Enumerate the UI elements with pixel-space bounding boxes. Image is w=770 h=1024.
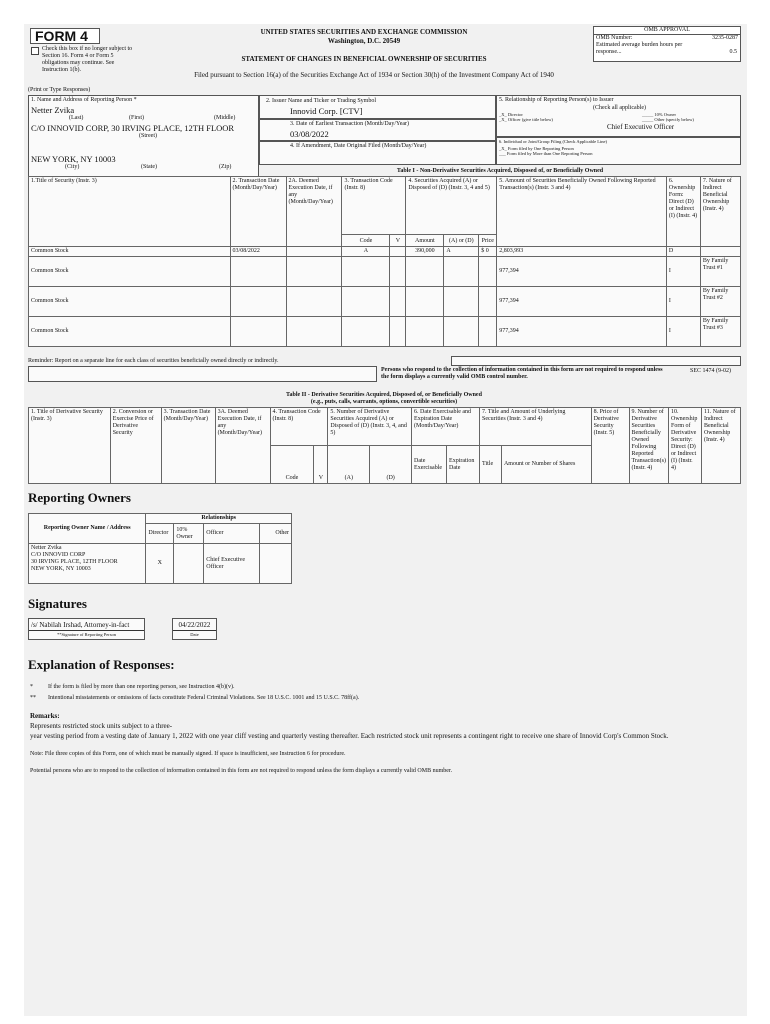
state-label: (State) bbox=[141, 164, 157, 170]
owned-following: 2,803,993 bbox=[497, 247, 667, 257]
ownership-form: D bbox=[666, 247, 700, 257]
t1-h-nature: 7. Nature of Indirect Beneficial Ownership (Instr. 4) bbox=[700, 177, 740, 247]
owner-name-header: Reporting Owner Name / Address bbox=[29, 514, 146, 544]
last-label: (Last) bbox=[69, 115, 84, 121]
owner-name: Netter Zvika bbox=[31, 545, 62, 551]
other-header: Other bbox=[260, 524, 292, 544]
note-2-text: Intentional misstatements or omissions of facts constitute Federal Criminal Violations. See 18 U.S.C. 1001 and 15 U.S.C. 78ff(a). bbox=[48, 695, 360, 701]
box-1-label: 1. Name and Address of Reporting Person * bbox=[31, 97, 137, 103]
form-page bbox=[24, 24, 747, 1016]
reminder-box bbox=[28, 366, 377, 382]
t1-h-date: 2. Transaction Date (Month/Day/Year) bbox=[230, 177, 286, 247]
table-2-title: Table II - Derivative Securities Acquired, Disposed of, or Beneficially Owned bbox=[286, 392, 482, 398]
t2-h-price: 8. Price of Derivative Security (Instr. 5) bbox=[591, 408, 629, 484]
date-label: Date bbox=[190, 632, 199, 637]
director-header: Director bbox=[146, 524, 174, 544]
omb-approval-title: OMB APPROVAL bbox=[594, 27, 740, 35]
t2-h-date: 3. Transaction Date (Month/Day/Year) bbox=[161, 408, 215, 484]
a-or-d bbox=[444, 287, 479, 317]
t2-h-expiration-sub: Expiration Date bbox=[447, 446, 480, 484]
table-1-header-row bbox=[29, 177, 741, 235]
t1-h-code-sub: Code bbox=[342, 235, 390, 247]
filed-pursuant-text: Filed pursuant to Section 16(a) of the Securities Exchange Act of 1934 or Section 30(h) of the Investment Company Act of 1940 bbox=[194, 71, 554, 79]
t2-h-underlying: 7. Title and Amount of Underlying Securities (Instr. 3 and 4) bbox=[480, 408, 592, 446]
t2-h-exercisable: 6. Date Exercisable and Expiration Date (Month/Day/Year) bbox=[412, 408, 480, 446]
note-1-text: If the form is filed by more than one reporting person, see Instruction 4(b)(v). bbox=[48, 684, 235, 690]
t2-h-number: 5. Number of Derivative Securities Acquired (A) or Disposed of (D) (Instr. 3, 4, and 5) bbox=[328, 408, 412, 446]
deemed-date bbox=[286, 257, 342, 287]
transaction-code: A bbox=[342, 247, 390, 257]
agency-name: UNITED STATES SECURITIES AND EXCHANGE COMMISSION bbox=[260, 28, 468, 36]
t1-h-form: 6. Ownership Form: Direct (D) or Indirect (I) (Instr. 4) bbox=[666, 177, 700, 247]
owner-address-3: NEW YORK, NY 10003 bbox=[31, 566, 91, 572]
transaction-date bbox=[230, 287, 286, 317]
no-longer-subject-checkbox[interactable] bbox=[31, 47, 39, 55]
table-2-header-row bbox=[29, 408, 741, 446]
reporting-owners-heading: Reporting Owners bbox=[28, 490, 131, 505]
price bbox=[479, 287, 497, 317]
more-persons-option[interactable]: ___ Form filed by More than One Reporting Person bbox=[499, 151, 593, 156]
price bbox=[479, 317, 497, 347]
omb-approval-box bbox=[593, 26, 741, 62]
signature-text: /s/ Nabilah Irshad, Attorney-in-fact bbox=[29, 619, 144, 631]
transaction-date: 03/08/2022 bbox=[230, 247, 286, 257]
box-3-label: 3. Date of Earliest Transaction (Month/Day/Year) bbox=[290, 121, 410, 127]
v-flag bbox=[390, 257, 406, 287]
note-copies: Note: File three copies of this Form, one of which must be manually signed. If space is insufficient, see Instruction 6 for procedure. bbox=[30, 751, 346, 757]
signature-label: **Signature of Reporting Person bbox=[56, 632, 117, 637]
potential-persons: Potential persons who are to respond to the collection of information contained in this form are not required to respond unless the form displays a currently valid OMB number. bbox=[30, 768, 453, 774]
t1-h-acquired: 4. Securities Acquired (A) or Disposed of (D) (Instr. 3, 4 and 5) bbox=[406, 177, 497, 235]
sec-code: SEC 1474 (9-02) bbox=[690, 368, 731, 374]
issuer-name: Innovid Corp. [CTV] bbox=[290, 106, 363, 116]
officer-title-cell: Chief Executive Officer bbox=[204, 544, 260, 584]
box-6-filing bbox=[496, 137, 741, 165]
t1-h-price-sub: Price bbox=[479, 235, 497, 247]
table-2 bbox=[28, 407, 741, 484]
box-4-amendment bbox=[259, 141, 496, 165]
t1-h-code: 3. Transaction Code (Instr. 8) bbox=[342, 177, 406, 235]
table-row bbox=[29, 287, 741, 317]
officer-option[interactable]: _X_ Officer (give title below) bbox=[499, 117, 553, 122]
ten-pct-header: 10% Owner bbox=[174, 524, 204, 544]
t2-h-amount-sub: Amount or Number of Shares bbox=[501, 446, 591, 484]
table-row bbox=[29, 317, 741, 347]
owner-name-address bbox=[29, 544, 146, 584]
v-flag bbox=[390, 317, 406, 347]
print-note: (Print or Type Responses) bbox=[28, 87, 91, 93]
check-box-row[interactable] bbox=[30, 46, 136, 74]
transaction-code bbox=[342, 317, 390, 347]
reminder-text: Reminder: Report on a separate line for each class of securities beneficially owned directly or indirectly. bbox=[28, 358, 279, 364]
agency-location: Washington, D.C. 20549 bbox=[327, 37, 401, 45]
burden-value: 0.5 bbox=[729, 49, 737, 55]
street-address: C/O INNOVID CORP, 30 IRVING PLACE, 12TH FLOOR bbox=[31, 123, 235, 133]
reporting-owners-table bbox=[28, 513, 292, 584]
city-address: NEW YORK, NY 10003 bbox=[31, 154, 116, 164]
date-box bbox=[172, 618, 217, 640]
security-title: Common Stock bbox=[29, 287, 231, 317]
t2-h-conversion: 2. Conversion or Exercise Price of Derivative Security bbox=[110, 408, 161, 484]
security-title: Common Stock bbox=[29, 317, 231, 347]
price bbox=[479, 257, 497, 287]
a-or-d bbox=[444, 257, 479, 287]
remarks-line-2: year vesting period from a vesting date of January 1, 2022 with one year cliff vesting and quarterly vesting thereafter. Each restricted stock unit represents a contingent right to receive one share of Innovid Corp's Common Stock. bbox=[30, 732, 669, 740]
omb-number-row bbox=[594, 35, 740, 42]
signature-date: 04/22/2022 bbox=[173, 619, 216, 631]
box-6-label: 6. Individual or Joint/Group Filing (Check Applicable Line) bbox=[499, 139, 607, 144]
box-5-check: (Check all applicable) bbox=[593, 105, 646, 111]
nature bbox=[700, 247, 740, 257]
ownership-form: I bbox=[666, 257, 700, 287]
t1-h-v-sub: V bbox=[390, 235, 406, 247]
first-label: (First) bbox=[129, 115, 144, 121]
city-sublabels bbox=[29, 164, 258, 172]
street-label: (Street) bbox=[139, 133, 157, 139]
t2-h-exercisable-sub: Date Exercisable bbox=[412, 446, 447, 484]
table-row bbox=[29, 257, 741, 287]
zip-label: (Zip) bbox=[219, 164, 232, 170]
t2-h-owned: 9. Number of Derivative Securities Beneficially Owned Following Reported Transaction(s) (Instr. 4) bbox=[629, 408, 668, 484]
t2-h-code-sub: Code bbox=[270, 446, 314, 484]
security-title: Common Stock bbox=[29, 247, 231, 257]
statement-title: STATEMENT OF CHANGES IN BENEFICIAL OWNERSHIP OF SECURITIES bbox=[241, 55, 487, 63]
t2-h-nature: 11. Nature of Indirect Beneficial Ownership (Instr. 4) bbox=[701, 408, 740, 484]
t2-h-v-sub: V bbox=[314, 446, 328, 484]
director-mark: X bbox=[146, 544, 174, 584]
a-or-d: A bbox=[444, 247, 479, 257]
omb-number-label: OMB Number: bbox=[596, 35, 633, 41]
ten-pct-owner-option[interactable]: _____ 10% Owner bbox=[642, 112, 676, 117]
t2-h-d-sub: (D) bbox=[370, 446, 412, 484]
signature-box bbox=[28, 618, 145, 640]
deemed-date bbox=[286, 317, 342, 347]
omb-number-value: 3235-0287 bbox=[712, 35, 738, 41]
nature: By Family Trust #3 bbox=[700, 317, 740, 347]
box-4-label: 4. If Amendment, Date Original Filed (Month/Day/Year) bbox=[290, 143, 427, 149]
price: $ 0 bbox=[479, 247, 497, 257]
owned-following: 977,394 bbox=[497, 317, 667, 347]
transaction-code bbox=[342, 287, 390, 317]
t1-h-title: 1.Title of Security (Instr. 3) bbox=[29, 177, 231, 247]
other-option[interactable]: _____ Other (specify below) bbox=[642, 117, 694, 122]
security-title: Common Stock bbox=[29, 257, 231, 287]
other-mark bbox=[260, 544, 292, 584]
box-2-issuer bbox=[259, 95, 496, 119]
amount bbox=[406, 287, 444, 317]
director-option[interactable]: _X_ Director bbox=[499, 112, 523, 117]
a-or-d bbox=[444, 317, 479, 347]
t2-h-deemed: 3A. Deemed Execution Date, if any (Month/Day/Year) bbox=[215, 408, 270, 484]
owner-address-2: 30 IRVING PLACE, 12TH FLOOR bbox=[31, 559, 118, 565]
amount bbox=[406, 317, 444, 347]
ten-pct-mark bbox=[174, 544, 204, 584]
persons-box-top bbox=[451, 356, 741, 366]
table-1-title: Table I - Non-Derivative Securities Acquired, Disposed of, or Beneficially Owned bbox=[396, 168, 604, 174]
transaction-code bbox=[342, 257, 390, 287]
relationships-header: Relationships bbox=[146, 514, 292, 524]
table-row bbox=[29, 544, 292, 584]
explanation-heading: Explanation of Responses: bbox=[28, 657, 175, 672]
box-2-label: 2. Issuer Name and Ticker or Trading Symbol bbox=[266, 98, 376, 104]
t2-h-a-sub: (A) bbox=[328, 446, 370, 484]
signatures-heading: Signatures bbox=[28, 596, 87, 611]
ownership-form: I bbox=[666, 287, 700, 317]
reporting-person-name: Netter Zvika bbox=[31, 105, 75, 115]
note-2-mark: ** bbox=[30, 695, 36, 701]
ownership-form: I bbox=[666, 317, 700, 347]
officer-title: Chief Executive Officer bbox=[607, 123, 675, 131]
table-2-subtitle: (e.g., puts, calls, warrants, options, convertible securities) bbox=[310, 399, 458, 405]
note-1-mark: * bbox=[30, 684, 33, 690]
t2-h-form: 10. Ownership Form of Derivative Security: Direct (D) or Indirect (I) (Instr. 4) bbox=[668, 408, 701, 484]
t1-h-aord-sub: (A) or (D) bbox=[444, 235, 479, 247]
remarks-label: Remarks: bbox=[30, 712, 60, 720]
form-title: FORM 4 bbox=[35, 28, 88, 44]
owned-following: 977,394 bbox=[497, 287, 667, 317]
deemed-date bbox=[286, 247, 342, 257]
amount: 390,000 bbox=[406, 247, 444, 257]
earliest-transaction-date: 03/08/2022 bbox=[290, 129, 329, 139]
nature: By Family Trust #2 bbox=[700, 287, 740, 317]
transaction-date bbox=[230, 257, 286, 287]
deemed-date bbox=[286, 287, 342, 317]
burden-label: Estimated average burden hours per response... bbox=[596, 42, 683, 55]
transaction-date bbox=[230, 317, 286, 347]
t2-h-code: 4. Transaction Code (Instr. 8) bbox=[270, 408, 328, 446]
v-flag bbox=[390, 287, 406, 317]
owned-following: 977,394 bbox=[497, 257, 667, 287]
box-5-relationship bbox=[496, 95, 741, 137]
form-title-box bbox=[30, 28, 100, 44]
t2-h-title: 1. Title of Derivative Security (Instr. 3) bbox=[29, 408, 111, 484]
table-1 bbox=[28, 176, 741, 347]
check-box-text: Check this box if no longer subject to Section 16. Form 4 or Form 5 obligations may continue. See Instruction 1(b). bbox=[42, 46, 133, 73]
relationship-options bbox=[497, 112, 740, 123]
nature: By Family Trust #1 bbox=[700, 257, 740, 287]
persons-notice: Persons who respond to the collection of information contained in this form are not required to respond unless the form displays a currently valid OMB control number. bbox=[381, 367, 663, 380]
owner-address-1: C/O INNOVID CORP bbox=[31, 552, 86, 558]
box-3-earliest-transaction bbox=[259, 119, 496, 141]
v-flag bbox=[390, 247, 406, 257]
officer-header: Officer bbox=[204, 524, 260, 544]
amount bbox=[406, 257, 444, 287]
t2-h-title-sub: Title bbox=[480, 446, 502, 484]
box-5-label: 5. Relationship of Reporting Person(s) to Issuer bbox=[499, 97, 614, 103]
table-row bbox=[29, 247, 741, 257]
name-sublabels bbox=[29, 115, 258, 123]
t1-h-amount-sub: Amount bbox=[406, 235, 444, 247]
middle-label: (Middle) bbox=[214, 115, 236, 121]
city-label: (City) bbox=[65, 164, 80, 170]
remarks-line-1: Represents restricted stock units subject to a three- bbox=[30, 722, 173, 730]
t1-h-deemed: 2A. Deemed Execution Date, if any (Month/Day/Year) bbox=[286, 177, 342, 247]
t1-h-owned: 5. Amount of Securities Beneficially Owned Following Reported Transaction(s) (Instr. 3 and 4) bbox=[497, 177, 667, 247]
one-person-option[interactable]: _X_ Form filed by One Reporting Person bbox=[499, 145, 574, 151]
